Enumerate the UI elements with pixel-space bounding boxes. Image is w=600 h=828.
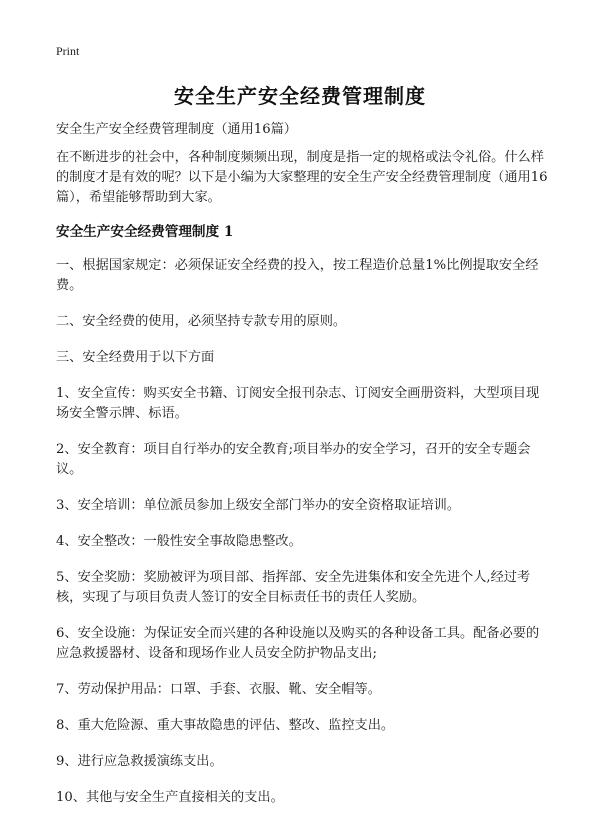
paragraph-item: 5、安全奖励：奖励被评为项目部、指挥部、安全先进集体和安全先进个人,经过考核，实现了与项目负责人签订的安全目标责任书的责任人奖励。 xyxy=(56,570,531,605)
document-body xyxy=(56,120,548,824)
paragraph-item: 6、安全设施：为保证安全而兴建的各种设施以及购买的各种设备工具。配备必要的应急救援器材、设备和现场作业人员安全防护物品支出; xyxy=(56,626,540,661)
paragraph-item: 一、根据国家规定：必须保证安全经费的投入，按工程造价总量1%比例提取安全经费。 xyxy=(56,258,539,293)
document-title: 安全生产安全经费管理制度 xyxy=(174,84,426,108)
paragraph-item: 2、安全教育：项目自行举办的安全教育;项目举办的安全学习，召开的安全专题会议。 xyxy=(56,442,531,477)
document-subtitle: 安全生产安全经费管理制度（通用16篇） xyxy=(56,122,297,137)
paragraph-item: 10、其他与安全生产直接相关的支出。 xyxy=(56,790,284,805)
paragraph-item: 4、安全整改：一般性安全事故隐患整改。 xyxy=(56,534,302,549)
paragraph-item: 1、安全宣传：购买安全书籍、订阅安全报刊杂志、订阅安全画册资料，大型项目现场安全警示牌、标语。 xyxy=(56,386,540,421)
paragraph-item: 8、重大危险源、重大事故隐患的评估、整改、监控支出。 xyxy=(56,718,395,733)
paragraph-item: 3、安全培训：单位派员参加上级安全部门举办的安全资格取证培训。 xyxy=(56,498,461,513)
print-label[interactable]: Print xyxy=(56,44,80,58)
paragraph-item: 三、安全经费用于以下方面 xyxy=(56,350,215,365)
intro-paragraph: 在不断进步的社会中，各种制度频频出现，制度是指一定的规格或法令礼俗。什么样的制度才是有效的呢？以下是小编为大家整理的安全生产安全经费管理制度（通用16篇），希望能够帮助到大家。 xyxy=(56,150,548,205)
paragraph-item: 7、劳动保护用品：口罩、手套、衣服、靴、安全帽等。 xyxy=(56,682,381,697)
paragraph-item: 9、进行应急救援演练支出。 xyxy=(56,754,223,769)
section-heading: 安全生产安全经费管理制度 1 xyxy=(56,224,234,240)
paragraph-item: 二、安全经费的使用，必须坚持专款专用的原则。 xyxy=(56,314,347,329)
